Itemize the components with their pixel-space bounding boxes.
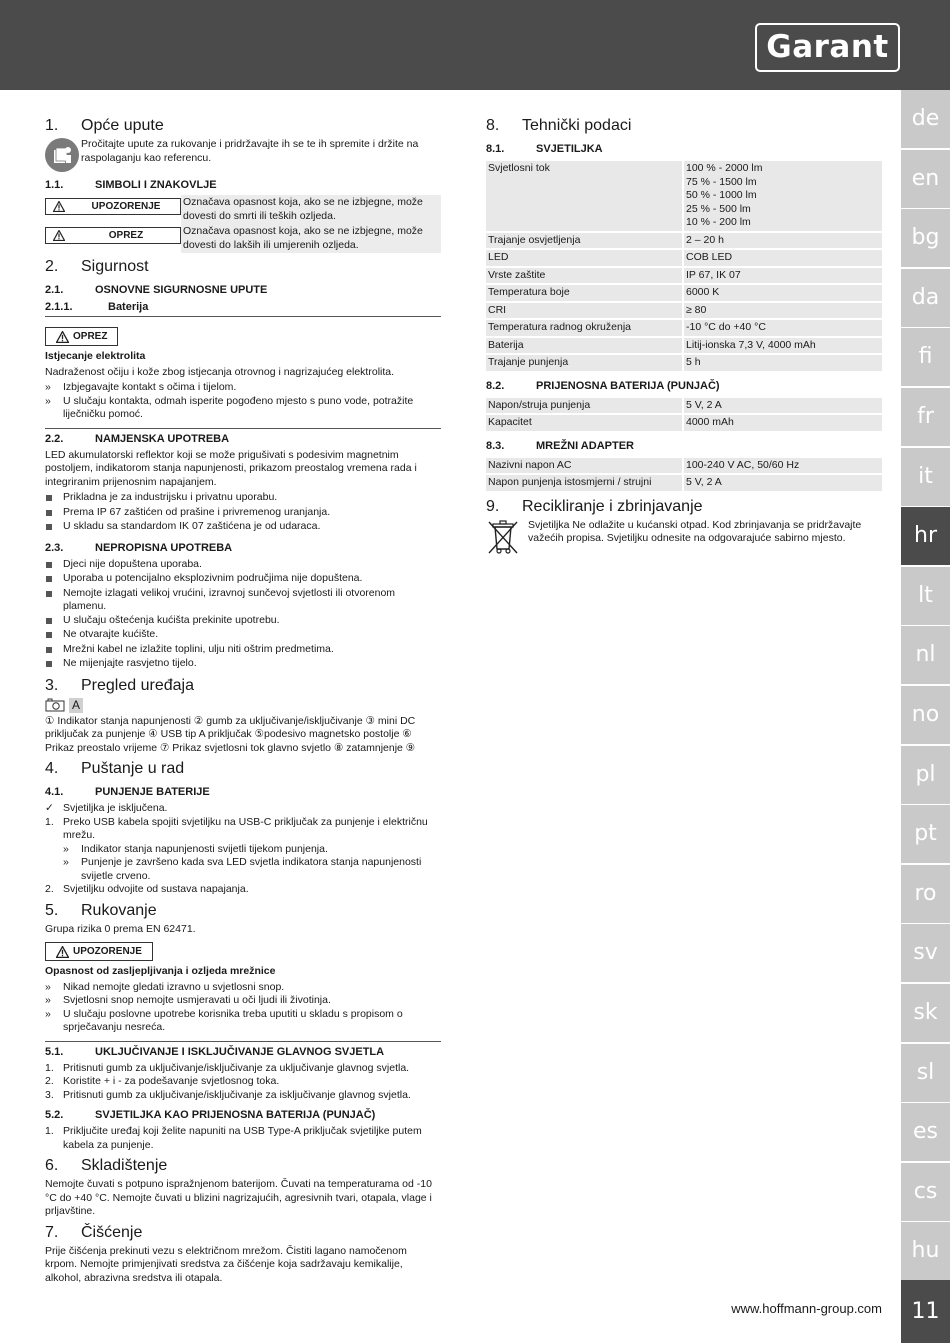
language-tab-sk[interactable]: sk [901, 984, 950, 1042]
language-tab-es[interactable]: es [901, 1103, 950, 1161]
spec-label: LED [486, 250, 682, 266]
section-6-heading: 6. Skladištenje [45, 1157, 168, 1174]
intro-text: Pročitajte upute za rukovanje i pridržavajte ih se te ih spremite i držite na raspolaganju kao referencu. [81, 138, 419, 164]
language-tab-nl[interactable]: nl [901, 626, 950, 684]
spec-value: 4000 mAh [684, 415, 882, 431]
spec-value: ≥ 80 [684, 303, 882, 319]
list-item: Ne otvarajte kućište. [45, 628, 441, 643]
main-light-steps [45, 1062, 441, 1103]
device-legend: ① Indikator stanja napunjenosti ② gumb za uključivanje/isključivanje ③ mini DC priključak za punjenje ④ USB tip A priključak ⑤podesivo magnetsko postolje ⑥ Prikaz preostalo vrijeme ⑦ Prikaz svjetlosni tok glavno svjetlo ⑧ zatamnjenje ⑨ [45, 714, 416, 754]
garant-logo: Garant [755, 23, 900, 72]
section-5-2-heading: 5.2. SVJETILJKA KAO PRIJENOSNA BATERIJA (PUNJAČ) [45, 1109, 376, 1121]
list-item: Prikladna je za industrijsku i privatnu uporabu. [45, 491, 441, 506]
cleaning-text: Prije čišćenja prekinuti vezu s električnom mrežom. Čistiti lagano namočenom krpom. Nemojte primjenjivati sredstva za čišćenje koja sadržavaju kemikalije, alkohol, abrazivna sredstva ili otapala. [45, 1244, 407, 1284]
powerbank-steps [45, 1125, 441, 1152]
list-item: Prema IP 67 zaštićen od prašine i privremenog uranjanja. [45, 506, 441, 521]
improper-use-list [45, 558, 441, 672]
table-row [486, 268, 882, 284]
language-tab-pl[interactable]: pl [901, 746, 950, 804]
list-item: Nemojte izlagati velikoj vrućini, izravnoj sunčevoj svjetlosti ili otvorenom plamenu. [45, 587, 441, 614]
crossed-bin-icon [486, 519, 520, 555]
caution-badge: OPREZ [45, 327, 118, 346]
warning-text: Nadraženost očiju i kože zbog istjecanja otrovnog i nagrizajućeg elektrolita. [45, 365, 395, 378]
spec-label: Kapacitet [486, 415, 682, 431]
table-row [486, 161, 882, 231]
table-row [45, 195, 441, 224]
powerbank-spec-table [486, 396, 882, 433]
table-row [45, 224, 441, 253]
footer-url[interactable]: www.hoffmann-group.com [731, 1301, 882, 1316]
section-9-heading: 9. Recikliranje i zbrinjavanje [486, 497, 703, 515]
table-row [486, 285, 882, 301]
language-tab-bg[interactable]: bg [901, 209, 950, 267]
intended-use-list [45, 491, 441, 535]
section-2-3-heading: 2.3. NEPROPISNA UPOTREBA [45, 541, 233, 554]
section-8-2-heading: 8.2. PRIJENOSNA BATERIJA (PUNJAČ) [486, 379, 720, 392]
table-row [486, 415, 882, 431]
adapter-spec-table [486, 456, 882, 493]
disposal-block [486, 519, 882, 555]
table-row [486, 398, 882, 414]
spec-value: 100-240 V AC, 50/60 Hz [684, 458, 882, 474]
spec-value: IP 67, IK 07 [684, 268, 882, 284]
spec-label: Nazivni napon AC [486, 458, 682, 474]
glare-measures-list [45, 981, 441, 1035]
intro-block [45, 138, 441, 172]
spec-label: Svjetlosni tok [486, 161, 682, 231]
charging-steps [45, 802, 441, 897]
language-tab-en[interactable]: en [901, 150, 950, 208]
language-tab-sl[interactable]: sl [901, 1044, 950, 1102]
list-item: 2. Koristite + i - za podešavanje svjetlosnog toka. [45, 1075, 280, 1087]
list-item: Djeci nije dopuštena uporaba. [45, 558, 441, 573]
list-item: 1. Priključite uređaj koji želite napuniti na USB Type-A priključak svjetiljke putem kabela za punjenje. [45, 1125, 422, 1151]
section-7-heading: 7. Čišćenje [45, 1223, 143, 1241]
spec-label: Napon/struja punjenja [486, 398, 682, 414]
symbol-description: Označava opasnost koja, ako se ne izbjegne, može dovesti do lakših ili umjerenih ozljeda. [181, 224, 441, 253]
section-8-3-heading: 8.3. MREŽNI ADAPTER [486, 439, 634, 452]
spec-value: -10 °C do +40 °C [684, 320, 882, 336]
spec-value: 2 – 20 h [684, 233, 882, 249]
spec-label: Vrste zaštite [486, 268, 682, 284]
warning-title: Opasnost od zasljepljivanja i ozljeda mrežnice [45, 965, 276, 977]
list-item: » U slučaju kontakta, odmah isperite pogođeno mjesto s puno vode, potražite liječničku pomoć. [45, 394, 414, 420]
language-tab-no[interactable]: no [901, 686, 950, 744]
table-row [486, 303, 882, 319]
table-row [486, 320, 882, 336]
spec-label: CRI [486, 303, 682, 319]
section-4-1-heading: 4.1. PUNJENJE BATERIJE [45, 786, 210, 798]
section-1-heading: 1. Opće upute [45, 117, 164, 134]
language-tab-sv[interactable]: sv [901, 924, 950, 982]
section-5-heading: 5. Rukovanje [45, 901, 157, 919]
spec-label: Trajanje osvjetljenja [486, 233, 682, 249]
warning-triangle-icon [46, 230, 72, 241]
left-column [45, 112, 441, 1287]
spec-value: Litij-ionska 7,3 V, 4000 mAh [684, 338, 882, 354]
warning-triangle-icon [56, 331, 69, 343]
language-tab-fr[interactable]: fr [901, 388, 950, 446]
read-manual-icon [45, 138, 79, 172]
checkmark-icon: ✓ [45, 802, 54, 814]
right-column [486, 112, 882, 555]
language-tab-fi[interactable]: fi [901, 328, 950, 386]
section-8-1-heading: 8.1. SVJETILJKA [486, 143, 603, 155]
table-row [486, 233, 882, 249]
language-tab-ro[interactable]: ro [901, 865, 950, 923]
language-tab-lt[interactable]: lt [901, 567, 950, 625]
symbol-description: Označava opasnost koja, ako se ne izbjegne, može dovesti do smrti ili teških ozljeda. [181, 195, 441, 224]
spec-value: 5 V, 2 A [684, 398, 882, 414]
section-5-1-heading: 5.1. UKLJUČIVANJE I ISKLJUČIVANJE GLAVNOG SVJETLA [45, 1041, 441, 1059]
section-3-heading: 3. Pregled uređaja [45, 676, 194, 694]
figure-reference [45, 698, 441, 713]
language-tab-cs[interactable]: cs [901, 1163, 950, 1221]
section-1-1-heading: 1.1. SIMBOLI I ZNAKOVLJE [45, 179, 217, 191]
spec-label: Temperatura boje [486, 285, 682, 301]
language-tab-pt[interactable]: pt [901, 805, 950, 863]
figure-label: A [69, 698, 83, 713]
section-2-2-heading: 2.2. NAMJENSKA UPOTREBA [45, 428, 441, 446]
section-2-1-1-heading: 2.1.1. Baterija [45, 300, 441, 317]
list-item: » Svjetlosni snop nemojte usmjeravati u oči ljudi ili životinja. [45, 994, 331, 1006]
intended-use-text: LED akumulatorski reflektor koji se može prigušivati s podesivim magnetnim postoljem, indikatorom stanja napunjenosti, prikazom preostalog vremena rada i integriranim prijenosnim napajanjem. [45, 448, 417, 488]
section-2-heading: 2. Sigurnost [45, 258, 149, 275]
warning-triangle-icon [56, 946, 69, 958]
list-item: » Izbjegavajte kontakt s očima i tijelom. [45, 381, 237, 393]
section-2-1-heading: 2.1. OSNOVNE SIGURNOSNE UPUTE [45, 284, 268, 296]
table-row [486, 475, 882, 491]
section-8-heading: 8. Tehnički podaci [486, 117, 632, 134]
page-number: 11 [901, 1280, 950, 1343]
table-row [486, 250, 882, 266]
spec-label: Trajanje punjenja [486, 355, 682, 371]
warning-badge: UPOZORENJE [45, 198, 181, 215]
table-row [486, 355, 882, 371]
language-tab-da[interactable]: da [901, 269, 950, 327]
list-item: » U slučaju poslovne upotrebe korisnika treba uputiti u skladu s propisom o sprječavanju nesreća. [45, 1007, 403, 1033]
language-tab-hr[interactable]: hr [901, 507, 950, 565]
risk-group-text: Grupa rizika 0 prema EN 62471. [45, 922, 196, 935]
spec-value: 5 V, 2 A [684, 475, 882, 491]
language-tab-de[interactable]: de [901, 90, 950, 148]
list-item: 3. Pritisnuti gumb za uključivanje/isključivanje za isključivanje glavnog svjetla. [45, 1088, 411, 1101]
storage-text: Nemojte čuvati s potpuno ispražnjenom baterijom. Čuvati na temperaturama od -10 °C do +40 °C. Nemojte čuvati u blizini nagrizajućih, agresivnih tvari, otapala, vlage i prljavštine. [45, 1178, 432, 1217]
list-item: Uporaba u potencijalno eksplozivnim područjima nije dopuštena. [45, 572, 441, 587]
list-item: U skladu sa standardom IK 07 zaštićena je od udaraca. [45, 520, 441, 535]
lamp-spec-table [486, 159, 882, 373]
battery-measures-list [45, 381, 441, 422]
list-item: » Nikad nemojte gledati izravno u svjetlosni snop. [45, 980, 285, 993]
table-row [486, 338, 882, 354]
list-item: Mrežni kabel ne izlažite toplini, ulju niti oštrim predmetima. [45, 643, 441, 658]
warning-badge: UPOZORENJE [45, 942, 153, 961]
list-item: 2. Svjetiljku odvojite od sustava napajanja. [45, 883, 249, 895]
list-item: 1. Preko USB kabela spojiti svjetiljku na USB-C priključak za punjenje i električnu mrežu. [45, 815, 428, 841]
symbols-table [45, 195, 441, 253]
list-item: U slučaju oštećenja kućišta prekinite upotrebu. [45, 614, 441, 629]
disposal-text: Svjetiljka Ne odlažite u kućanski otpad. Kod zbrinjavanja se pridržavajte važećih propisa. Svjetiljku odnesite na odgovarajuće sabirno mjesto. [528, 518, 862, 544]
language-tab-hu[interactable]: hu [901, 1222, 950, 1280]
language-tab-it[interactable]: it [901, 448, 950, 506]
table-row [486, 458, 882, 474]
spec-label: Baterija [486, 338, 682, 354]
header-bar [0, 0, 950, 90]
spec-value: COB LED [684, 250, 882, 266]
spec-value: 6000 K [684, 285, 882, 301]
list-item: » Indikator stanja napunjenosti svijetli tijekom punjenja. [63, 842, 328, 855]
spec-value: 5 h [684, 355, 882, 371]
spec-label: Napon punjenja istosmjerni / strujni [486, 475, 682, 491]
spec-value: 100 % - 2000 lm 75 % - 1500 lm 50 % - 1000 lm 25 % - 500 lm 10 % - 200 lm [684, 161, 882, 231]
list-item: » Punjenje je završeno kada sva LED svjetla indikatora stanja napunjenosti svijetle crveno. [63, 856, 422, 882]
section-4-heading: 4. Puštanje u rad [45, 760, 185, 777]
precondition: ✓ Svjetiljka je isključena. [45, 802, 168, 814]
camera-icon [45, 698, 65, 712]
warning-title: Istjecanje elektrolita [45, 350, 146, 362]
warning-triangle-icon [46, 201, 72, 212]
list-item: Ne mijenjajte rasvjetno tijelo. [45, 657, 441, 672]
language-tabs [901, 90, 950, 1343]
caution-badge: OPREZ [45, 227, 181, 244]
list-item: 1. Pritisnuti gumb za uključivanje/isključivanje za uključivanje glavnog svjetla. [45, 1061, 410, 1074]
spec-label: Temperatura radnog okruženja [486, 320, 682, 336]
